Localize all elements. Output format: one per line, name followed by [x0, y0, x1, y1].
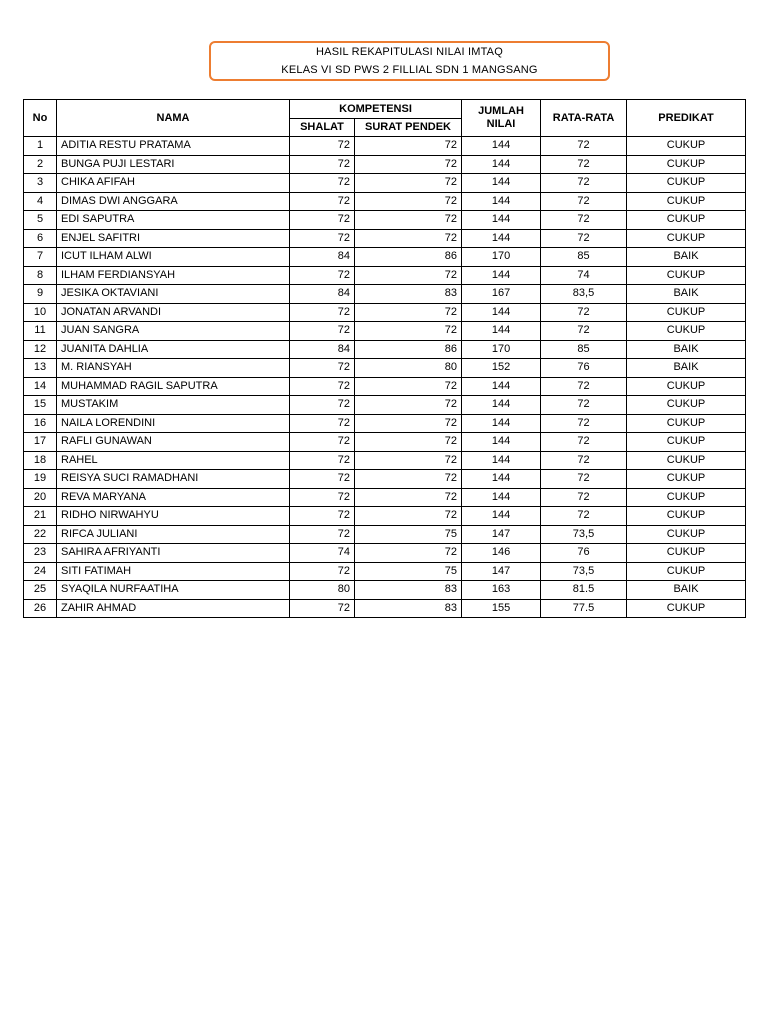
cell-shalat: 72: [290, 396, 355, 415]
table-row: [24, 581, 746, 600]
header-jumlah-nilai: [462, 100, 541, 137]
cell-jumlah-nilai: 170: [462, 340, 541, 359]
cell-nama: DIMAS DWI ANGGARA: [57, 192, 290, 211]
cell-shalat: 72: [290, 525, 355, 544]
cell-predikat: CUKUP: [627, 229, 746, 248]
cell-no: 24: [24, 562, 57, 581]
cell-jumlah-nilai: 144: [462, 322, 541, 341]
cell-predikat: CUKUP: [627, 303, 746, 322]
cell-predikat: CUKUP: [627, 433, 746, 452]
cell-predikat: CUKUP: [627, 507, 746, 526]
cell-shalat: 72: [290, 359, 355, 378]
table-row: [24, 192, 746, 211]
cell-surat-pendek: 72: [355, 174, 462, 193]
table-body: [24, 137, 746, 618]
cell-rata-rata: 72: [541, 303, 627, 322]
cell-no: 5: [24, 211, 57, 230]
cell-jumlah-nilai: 144: [462, 470, 541, 489]
cell-shalat: 72: [290, 562, 355, 581]
cell-no: 12: [24, 340, 57, 359]
cell-no: 16: [24, 414, 57, 433]
cell-jumlah-nilai: 170: [462, 248, 541, 267]
cell-surat-pendek: 72: [355, 451, 462, 470]
cell-jumlah-nilai: 144: [462, 155, 541, 174]
cell-predikat: CUKUP: [627, 137, 746, 156]
cell-shalat: 72: [290, 377, 355, 396]
cell-surat-pendek: 72: [355, 211, 462, 230]
cell-rata-rata: 85: [541, 340, 627, 359]
cell-predikat: CUKUP: [627, 562, 746, 581]
table-row: [24, 525, 746, 544]
cell-jumlah-nilai: 144: [462, 377, 541, 396]
header-nama: NAMA: [57, 100, 290, 137]
cell-predikat: CUKUP: [627, 322, 746, 341]
cell-jumlah-nilai: 144: [462, 433, 541, 452]
report-title-line-2: KELAS VI SD PWS 2 FILLIAL SDN 1 MANGSANG: [281, 64, 538, 76]
cell-surat-pendek: 72: [355, 396, 462, 415]
table-row: [24, 507, 746, 526]
cell-jumlah-nilai: 147: [462, 525, 541, 544]
cell-surat-pendek: 72: [355, 544, 462, 563]
cell-nama: JUAN SANGRA: [57, 322, 290, 341]
cell-rata-rata: 72: [541, 155, 627, 174]
cell-no: 17: [24, 433, 57, 452]
table-row: [24, 137, 746, 156]
table-row: [24, 266, 746, 285]
cell-nama: SAHIRA AFRIYANTI: [57, 544, 290, 563]
cell-nama: ADITIA RESTU PRATAMA: [57, 137, 290, 156]
table-row: [24, 433, 746, 452]
cell-rata-rata: 72: [541, 507, 627, 526]
cell-surat-pendek: 80: [355, 359, 462, 378]
header-no: No: [24, 100, 57, 137]
cell-no: 1: [24, 137, 57, 156]
table-row: [24, 248, 746, 267]
cell-nama: BUNGA PUJI LESTARI: [57, 155, 290, 174]
cell-shalat: 72: [290, 507, 355, 526]
cell-surat-pendek: 86: [355, 340, 462, 359]
cell-rata-rata: 76: [541, 359, 627, 378]
cell-shalat: 72: [290, 470, 355, 489]
cell-shalat: 72: [290, 211, 355, 230]
cell-shalat: 84: [290, 340, 355, 359]
cell-predikat: CUKUP: [627, 211, 746, 230]
cell-no: 14: [24, 377, 57, 396]
cell-predikat: BAIK: [627, 359, 746, 378]
cell-no: 4: [24, 192, 57, 211]
cell-nama: SITI FATIMAH: [57, 562, 290, 581]
table-header: [24, 100, 746, 137]
cell-jumlah-nilai: 163: [462, 581, 541, 600]
cell-no: 8: [24, 266, 57, 285]
cell-rata-rata: 72: [541, 322, 627, 341]
table-row: [24, 285, 746, 304]
cell-jumlah-nilai: 144: [462, 396, 541, 415]
table-row: [24, 488, 746, 507]
cell-surat-pendek: 72: [355, 377, 462, 396]
cell-rata-rata: 72: [541, 192, 627, 211]
table-row: [24, 544, 746, 563]
cell-nama: NAILA LORENDINI: [57, 414, 290, 433]
cell-predikat: CUKUP: [627, 525, 746, 544]
cell-no: 2: [24, 155, 57, 174]
cell-surat-pendek: 75: [355, 525, 462, 544]
cell-no: 11: [24, 322, 57, 341]
cell-jumlah-nilai: 144: [462, 137, 541, 156]
header-shalat: SHALAT: [290, 119, 355, 137]
cell-surat-pendek: 72: [355, 322, 462, 341]
cell-surat-pendek: 83: [355, 581, 462, 600]
cell-jumlah-nilai: 144: [462, 414, 541, 433]
cell-nama: ENJEL SAFITRI: [57, 229, 290, 248]
cell-nama: JONATAN ARVANDI: [57, 303, 290, 322]
cell-jumlah-nilai: 144: [462, 507, 541, 526]
cell-no: 15: [24, 396, 57, 415]
table-row: [24, 451, 746, 470]
cell-predikat: BAIK: [627, 285, 746, 304]
cell-nama: EDI SAPUTRA: [57, 211, 290, 230]
table-row: [24, 562, 746, 581]
cell-surat-pendek: 83: [355, 599, 462, 618]
cell-rata-rata: 72: [541, 433, 627, 452]
cell-rata-rata: 73,5: [541, 562, 627, 581]
cell-nama: MUSTAKIM: [57, 396, 290, 415]
cell-rata-rata: 72: [541, 174, 627, 193]
cell-jumlah-nilai: 152: [462, 359, 541, 378]
cell-surat-pendek: 75: [355, 562, 462, 581]
cell-surat-pendek: 72: [355, 303, 462, 322]
cell-rata-rata: 74: [541, 266, 627, 285]
table-row: [24, 340, 746, 359]
cell-surat-pendek: 72: [355, 266, 462, 285]
cell-no: 7: [24, 248, 57, 267]
cell-surat-pendek: 72: [355, 433, 462, 452]
cell-shalat: 74: [290, 544, 355, 563]
cell-shalat: 72: [290, 322, 355, 341]
cell-predikat: CUKUP: [627, 488, 746, 507]
cell-no: 23: [24, 544, 57, 563]
cell-rata-rata: 83,5: [541, 285, 627, 304]
cell-predikat: CUKUP: [627, 544, 746, 563]
cell-no: 13: [24, 359, 57, 378]
recap-table: [23, 99, 746, 618]
table-row: [24, 470, 746, 489]
cell-no: 20: [24, 488, 57, 507]
report-title-line-1: HASIL REKAPITULASI NILAI IMTAQ: [316, 46, 503, 58]
cell-surat-pendek: 72: [355, 470, 462, 489]
cell-surat-pendek: 72: [355, 488, 462, 507]
table-row: [24, 599, 746, 618]
cell-predikat: CUKUP: [627, 414, 746, 433]
table-row: [24, 414, 746, 433]
cell-rata-rata: 72: [541, 396, 627, 415]
cell-predikat: BAIK: [627, 340, 746, 359]
cell-predikat: CUKUP: [627, 266, 746, 285]
cell-rata-rata: 72: [541, 137, 627, 156]
cell-surat-pendek: 72: [355, 507, 462, 526]
cell-rata-rata: 72: [541, 451, 627, 470]
header-kompetensi: KOMPETENSI: [290, 100, 462, 119]
cell-nama: RAHEL: [57, 451, 290, 470]
cell-surat-pendek: 72: [355, 414, 462, 433]
cell-predikat: CUKUP: [627, 451, 746, 470]
cell-jumlah-nilai: 167: [462, 285, 541, 304]
cell-no: 3: [24, 174, 57, 193]
cell-jumlah-nilai: 144: [462, 211, 541, 230]
cell-rata-rata: 85: [541, 248, 627, 267]
cell-jumlah-nilai: 144: [462, 192, 541, 211]
cell-predikat: CUKUP: [627, 470, 746, 489]
cell-shalat: 72: [290, 137, 355, 156]
cell-no: 26: [24, 599, 57, 618]
cell-nama: REVA MARYANA: [57, 488, 290, 507]
cell-jumlah-nilai: 155: [462, 599, 541, 618]
cell-nama: REISYA SUCI RAMADHANI: [57, 470, 290, 489]
cell-rata-rata: 72: [541, 488, 627, 507]
cell-predikat: CUKUP: [627, 396, 746, 415]
cell-shalat: 72: [290, 433, 355, 452]
cell-shalat: 72: [290, 192, 355, 211]
cell-surat-pendek: 86: [355, 248, 462, 267]
cell-nama: RIFCA JULIANI: [57, 525, 290, 544]
cell-rata-rata: 72: [541, 229, 627, 248]
table-row: [24, 229, 746, 248]
cell-nama: JUANITA DAHLIA: [57, 340, 290, 359]
cell-predikat: CUKUP: [627, 174, 746, 193]
cell-shalat: 72: [290, 174, 355, 193]
cell-nama: MUHAMMAD RAGIL SAPUTRA: [57, 377, 290, 396]
cell-surat-pendek: 72: [355, 229, 462, 248]
cell-shalat: 80: [290, 581, 355, 600]
cell-nama: CHIKA AFIFAH: [57, 174, 290, 193]
cell-jumlah-nilai: 144: [462, 174, 541, 193]
header-jumlah-line-2: NILAI: [486, 118, 516, 130]
cell-shalat: 72: [290, 599, 355, 618]
cell-shalat: 72: [290, 303, 355, 322]
table-row: [24, 396, 746, 415]
cell-surat-pendek: 72: [355, 192, 462, 211]
cell-shalat: 84: [290, 285, 355, 304]
cell-nama: M. RIANSYAH: [57, 359, 290, 378]
cell-predikat: CUKUP: [627, 192, 746, 211]
table-row: [24, 174, 746, 193]
cell-rata-rata: 77.5: [541, 599, 627, 618]
cell-shalat: 72: [290, 229, 355, 248]
cell-jumlah-nilai: 147: [462, 562, 541, 581]
cell-nama: SYAQILA NURFAATIHA: [57, 581, 290, 600]
cell-rata-rata: 72: [541, 414, 627, 433]
cell-predikat: BAIK: [627, 581, 746, 600]
table-row: [24, 377, 746, 396]
cell-nama: ILHAM FERDIANSYAH: [57, 266, 290, 285]
cell-nama: RAFLI GUNAWAN: [57, 433, 290, 452]
cell-no: 10: [24, 303, 57, 322]
cell-surat-pendek: 72: [355, 155, 462, 174]
cell-jumlah-nilai: 146: [462, 544, 541, 563]
cell-rata-rata: 76: [541, 544, 627, 563]
cell-shalat: 72: [290, 414, 355, 433]
cell-predikat: CUKUP: [627, 377, 746, 396]
cell-no: 9: [24, 285, 57, 304]
cell-rata-rata: 72: [541, 377, 627, 396]
cell-predikat: CUKUP: [627, 599, 746, 618]
cell-nama: ICUT ILHAM ALWI: [57, 248, 290, 267]
cell-predikat: BAIK: [627, 248, 746, 267]
cell-no: 25: [24, 581, 57, 600]
cell-jumlah-nilai: 144: [462, 303, 541, 322]
cell-shalat: 72: [290, 155, 355, 174]
cell-nama: ZAHIR AHMAD: [57, 599, 290, 618]
cell-nama: RIDHO NIRWAHYU: [57, 507, 290, 526]
table-row: [24, 359, 746, 378]
cell-jumlah-nilai: 144: [462, 488, 541, 507]
cell-shalat: 72: [290, 451, 355, 470]
report-title-box: [209, 41, 610, 81]
cell-nama: JESIKA OKTAVIANI: [57, 285, 290, 304]
cell-jumlah-nilai: 144: [462, 266, 541, 285]
table-row: [24, 211, 746, 230]
cell-rata-rata: 72: [541, 211, 627, 230]
cell-no: 22: [24, 525, 57, 544]
table-row: [24, 155, 746, 174]
cell-predikat: CUKUP: [627, 155, 746, 174]
cell-jumlah-nilai: 144: [462, 451, 541, 470]
cell-no: 18: [24, 451, 57, 470]
header-rata-rata: RATA-RATA: [541, 100, 627, 137]
cell-rata-rata: 72: [541, 470, 627, 489]
cell-surat-pendek: 83: [355, 285, 462, 304]
cell-no: 6: [24, 229, 57, 248]
cell-jumlah-nilai: 144: [462, 229, 541, 248]
header-jumlah-line-1: JUMLAH: [478, 105, 524, 117]
cell-no: 19: [24, 470, 57, 489]
cell-rata-rata: 81.5: [541, 581, 627, 600]
header-predikat: PREDIKAT: [627, 100, 746, 137]
cell-shalat: 72: [290, 488, 355, 507]
cell-rata-rata: 73,5: [541, 525, 627, 544]
cell-surat-pendek: 72: [355, 137, 462, 156]
cell-shalat: 84: [290, 248, 355, 267]
cell-no: 21: [24, 507, 57, 526]
table-row: [24, 303, 746, 322]
cell-shalat: 72: [290, 266, 355, 285]
header-surat-pendek: SURAT PENDEK: [355, 119, 462, 137]
table-row: [24, 322, 746, 341]
